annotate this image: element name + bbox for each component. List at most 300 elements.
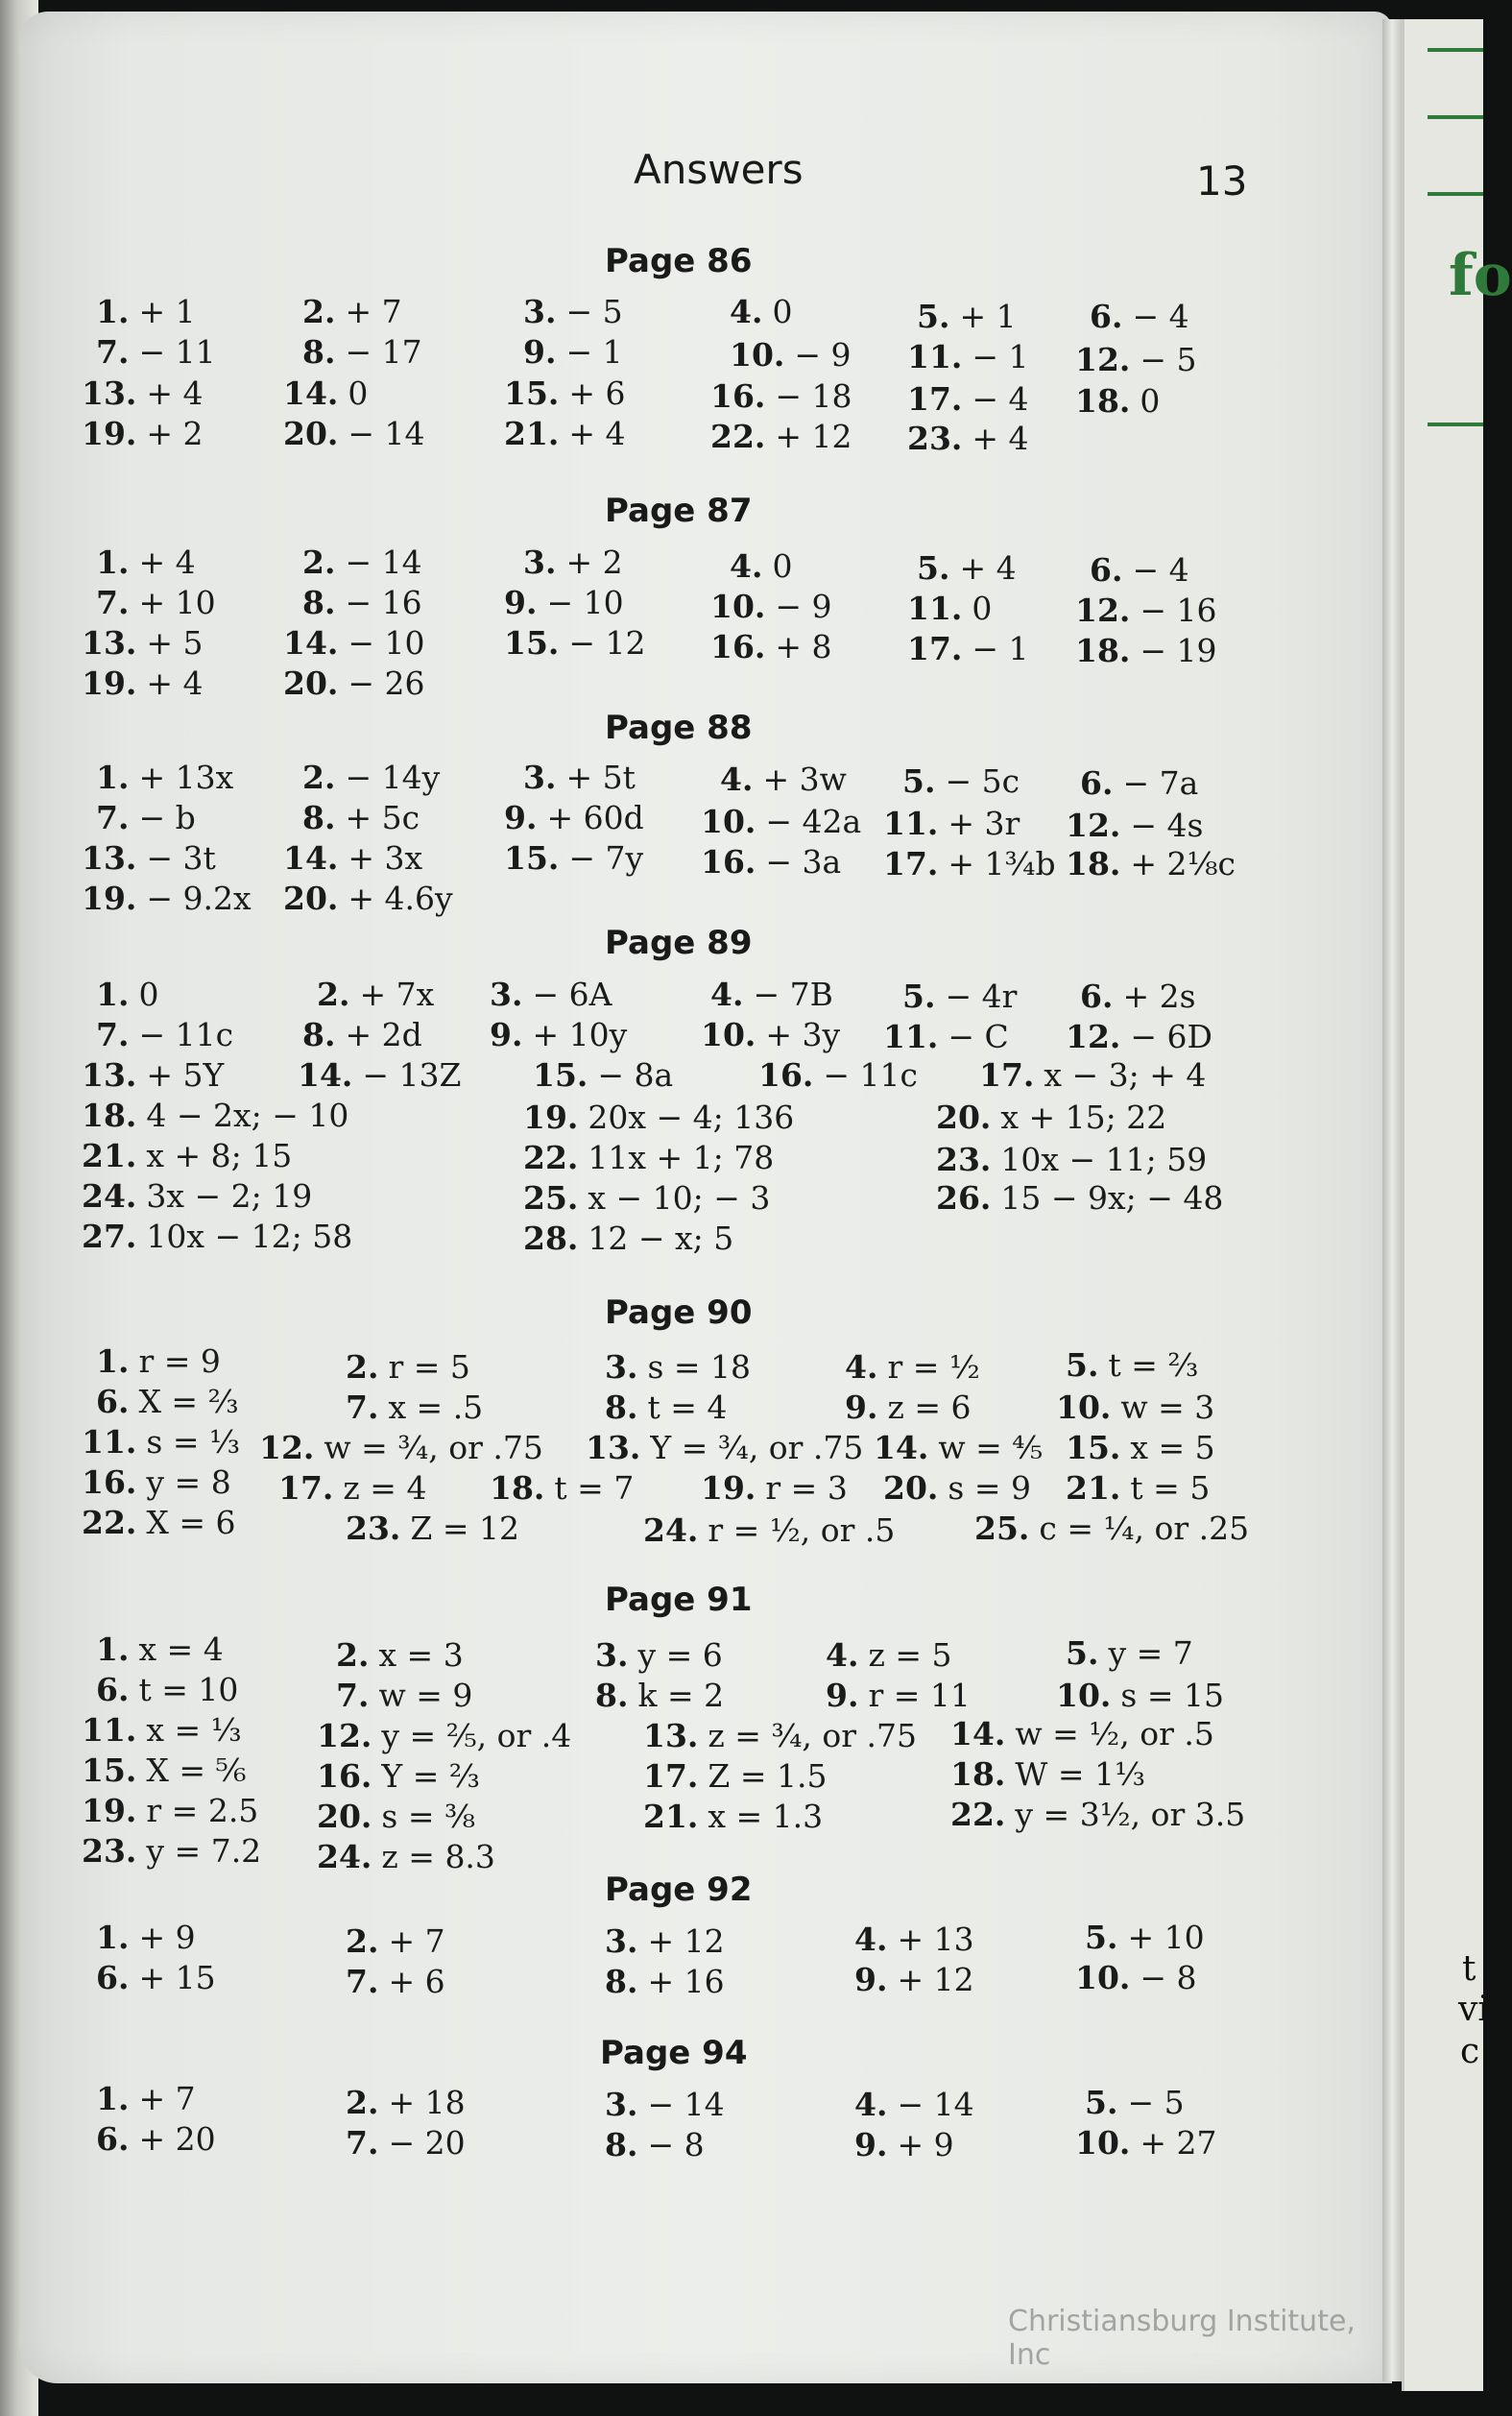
answer-item — [883, 1018, 1009, 1055]
answer-item — [336, 1636, 464, 1674]
answer-item — [605, 1963, 725, 2000]
answer-item — [1080, 764, 1198, 802]
answer-item — [96, 759, 233, 796]
answer-item — [1056, 1389, 1214, 1426]
answer-item — [490, 1016, 627, 1053]
answer-item — [96, 976, 158, 1013]
answer-item — [523, 1220, 733, 1257]
answer-item — [917, 549, 1017, 587]
answer-item — [1090, 551, 1189, 589]
answer-value: − 13Z — [362, 1056, 462, 1094]
answer-value: − 11 — [138, 333, 216, 371]
answer-value: y = 7.2 — [146, 1832, 262, 1870]
answer-value: + 7 — [388, 1922, 445, 1960]
answer-number: 20. — [283, 415, 339, 452]
answer-item — [96, 1671, 238, 1708]
answer-value: z = 4 — [343, 1469, 427, 1507]
answer-value: y = ⅖, or .4 — [381, 1717, 572, 1754]
answer-item — [96, 544, 196, 581]
answer-item — [302, 544, 422, 581]
answer-value: 0 — [772, 293, 793, 330]
answer-item — [96, 799, 196, 836]
answer-number: 3. — [523, 759, 557, 796]
answer-item — [979, 1056, 1206, 1094]
answer-item — [523, 1099, 794, 1136]
answer-item — [96, 1342, 221, 1380]
answer-item — [283, 664, 425, 702]
answer-value: z = 5 — [868, 1636, 952, 1674]
answer-value: 10x − 11; 59 — [1000, 1141, 1208, 1178]
answer-value: + 4 — [138, 544, 196, 581]
answer-item — [950, 1715, 1214, 1752]
answer-number: 23. — [936, 1141, 992, 1178]
answer-value: t = 5 — [1130, 1469, 1211, 1507]
answer-item — [82, 1137, 292, 1174]
answer-value: r = ½ — [887, 1348, 980, 1386]
answer-value: + 60d — [546, 799, 644, 836]
answer-number: 24. — [82, 1177, 137, 1215]
answer-item — [710, 588, 832, 625]
answer-number: 6. — [96, 1959, 130, 1996]
answer-number: 4. — [710, 976, 744, 1013]
answer-value: − 6A — [532, 976, 612, 1013]
answer-value: + 10y — [532, 1016, 628, 1053]
answer-number: 23. — [346, 1510, 401, 1547]
watermark: Christiansburg Institute, Inc — [1008, 2305, 1356, 2372]
answer-value: x + 8; 15 — [146, 1137, 293, 1174]
answer-item — [346, 1348, 470, 1386]
answer-item — [82, 1218, 352, 1255]
answer-value: + 4 — [146, 664, 204, 702]
answer-number: 5. — [1066, 1346, 1099, 1384]
answer-item — [346, 2084, 466, 2121]
answer-value: + 18 — [388, 2084, 466, 2121]
answer-number: 15. — [533, 1056, 588, 1094]
answer-item — [96, 1959, 216, 1996]
answer-number: 6. — [1080, 978, 1114, 1015]
answer-item — [854, 2086, 974, 2123]
answer-item — [82, 1056, 224, 1094]
answer-value: r = 9 — [138, 1342, 221, 1380]
answer-number: 10. — [701, 803, 756, 840]
answer-value: w = ⅘ — [938, 1429, 1044, 1466]
answer-value: x = 4 — [138, 1631, 224, 1668]
answer-number: 2. — [346, 1922, 379, 1960]
answer-number: 4. — [730, 293, 763, 330]
answer-number: 13. — [82, 374, 137, 412]
answer-item — [283, 415, 425, 452]
answer-number: 11. — [883, 805, 939, 842]
answer-value: X = 6 — [146, 1504, 236, 1541]
answer-number: 12. — [317, 1717, 372, 1754]
answer-number: 2. — [346, 1348, 379, 1386]
answer-item — [845, 1348, 980, 1386]
answer-value: − 17 — [345, 333, 422, 371]
answer-number: 8. — [302, 584, 336, 621]
answer-item — [82, 374, 204, 412]
answer-value: + 6 — [388, 1963, 445, 2000]
answer-value: − 8 — [1140, 1959, 1197, 1996]
answer-number: 7. — [336, 1677, 370, 1714]
answer-item — [317, 1717, 571, 1754]
answer-value: − 11c — [138, 1016, 234, 1053]
answer-value: x + 15; 22 — [1000, 1099, 1167, 1136]
answer-number: 4. — [854, 2086, 888, 2123]
answer-value: + 12 — [775, 418, 852, 455]
answer-item — [936, 1179, 1223, 1217]
answer-item — [1085, 1919, 1205, 1956]
side-book-text: vi — [1458, 1990, 1489, 2029]
answer-value: s = 18 — [647, 1348, 752, 1386]
section-title: Page 92 — [605, 1871, 753, 1909]
answer-value: + 8 — [775, 628, 832, 665]
answer-number: 5. — [1085, 2084, 1118, 2121]
answer-number: 25. — [974, 1510, 1030, 1547]
answer-value: w = ¾, or .75 — [324, 1429, 543, 1466]
answer-number: 9. — [523, 333, 557, 371]
answer-number: 17. — [278, 1469, 334, 1507]
answer-value: + 27 — [1140, 2124, 1217, 2162]
answer-value: z = 8.3 — [381, 1838, 495, 1875]
answer-number: 22. — [523, 1139, 579, 1176]
answer-number: 20. — [317, 1798, 372, 1835]
answer-value: 20x − 4; 136 — [588, 1099, 795, 1136]
answer-number: 12. — [1075, 341, 1131, 378]
answer-number: 9. — [854, 2126, 888, 2163]
answer-number: 12. — [1066, 1018, 1121, 1055]
page-number: 13 — [1196, 157, 1248, 205]
answer-item — [643, 1717, 917, 1754]
answer-value: Z = 1.5 — [708, 1757, 828, 1795]
answer-value: 11x + 1; 78 — [588, 1139, 775, 1176]
answer-value: x − 3; + 4 — [1044, 1056, 1207, 1094]
answer-number: 6. — [1090, 551, 1123, 589]
answer-number: 20. — [883, 1469, 939, 1507]
section-title: Page 94 — [600, 2034, 748, 2072]
answer-item — [96, 333, 216, 371]
answer-value: − 7a — [1122, 764, 1199, 802]
answer-value: − 5 — [1140, 341, 1197, 378]
green-stripe — [1428, 48, 1483, 52]
answer-item — [730, 547, 792, 585]
answer-value: r = 11 — [868, 1677, 971, 1714]
answer-value: s = 15 — [1120, 1677, 1224, 1714]
answer-item — [917, 298, 1017, 335]
answer-number: 19. — [82, 415, 137, 452]
answer-item — [96, 1631, 224, 1668]
answer-value: + 2⅛c — [1130, 845, 1236, 882]
answer-number: 2. — [346, 2084, 379, 2121]
answer-number: 1. — [96, 1631, 130, 1668]
book-page — [19, 12, 1392, 2383]
answer-item — [82, 1177, 312, 1215]
answer-value: − C — [948, 1018, 1009, 1055]
answer-item — [1075, 1959, 1197, 1996]
answer-number: 17. — [907, 630, 963, 667]
answer-item — [701, 1016, 840, 1053]
answer-number: 4. — [720, 761, 754, 798]
answer-number: 5. — [902, 762, 936, 800]
answer-value: + 9 — [138, 1919, 196, 1956]
answer-value: + 4.6y — [348, 880, 453, 917]
answer-number: 24. — [643, 1511, 699, 1549]
answer-value: + 1 — [959, 298, 1017, 335]
answer-number: 4. — [730, 547, 763, 585]
answer-value: + 3x — [348, 839, 423, 877]
answer-value: + 5t — [565, 759, 636, 796]
answer-item — [82, 1097, 348, 1134]
answer-item — [701, 1469, 848, 1507]
answer-item — [950, 1755, 1145, 1793]
answer-number: 7. — [96, 584, 130, 621]
answer-value: + 7 — [138, 2080, 196, 2117]
answer-number: 3. — [605, 1922, 638, 1960]
answer-value: 4 − 2x; − 10 — [146, 1097, 349, 1134]
answer-value: − 5 — [1127, 2084, 1185, 2121]
answer-value: + 12 — [897, 1961, 974, 1998]
answer-value: + 2 — [146, 415, 204, 452]
answer-item — [595, 1636, 723, 1674]
answer-number: 13. — [82, 1056, 137, 1094]
answer-number: 11. — [907, 338, 963, 375]
answer-number: 2. — [317, 976, 350, 1013]
answer-number: 7. — [346, 2124, 379, 2162]
answer-number: 6. — [1080, 764, 1114, 802]
answer-value: t = 4 — [647, 1389, 728, 1426]
answer-number: 1. — [96, 2080, 130, 2117]
answer-number: 10. — [1075, 1959, 1131, 1996]
answer-item — [907, 380, 1029, 418]
answer-item — [883, 1469, 1031, 1507]
answer-value: − 12 — [568, 624, 646, 662]
answer-item — [1075, 592, 1217, 629]
answer-value: x = 1.3 — [708, 1798, 824, 1835]
answer-item — [317, 1838, 495, 1875]
answer-number: 13. — [82, 839, 137, 877]
answer-item — [1066, 1634, 1193, 1672]
answer-item — [854, 2126, 954, 2163]
green-stripe — [1428, 423, 1483, 426]
answer-item — [1075, 2124, 1217, 2162]
answer-item — [907, 590, 992, 627]
answer-number: 18. — [1075, 382, 1131, 420]
answer-item — [96, 1919, 196, 1956]
answer-number: 8. — [605, 1389, 638, 1426]
answer-item — [504, 374, 626, 412]
answer-item — [1075, 632, 1217, 669]
answer-number: 20. — [283, 664, 339, 702]
answer-item — [504, 415, 626, 452]
answer-number: 16. — [758, 1056, 814, 1094]
answer-value: + 1 — [138, 293, 196, 330]
section-title: Page 89 — [605, 924, 753, 962]
answer-number: 14. — [298, 1056, 353, 1094]
answer-number: 11. — [907, 590, 963, 627]
answer-number: 11. — [883, 1018, 939, 1055]
answer-number: 8. — [605, 2126, 638, 2163]
answer-value: w = ½, or .5 — [1015, 1715, 1214, 1752]
answer-number: 18. — [1075, 632, 1131, 669]
answer-item — [504, 799, 644, 836]
answer-number: 22. — [710, 418, 766, 455]
answer-item — [82, 664, 204, 702]
answer-number: 3. — [605, 2086, 638, 2123]
answer-value: + 4 — [146, 374, 204, 412]
answer-number: 8. — [595, 1677, 629, 1714]
answer-item — [283, 839, 422, 877]
answer-value: 15 − 9x; − 48 — [1000, 1179, 1224, 1217]
answer-value: z = 6 — [887, 1389, 972, 1426]
answer-item — [854, 1921, 974, 1958]
answer-number: 1. — [96, 976, 130, 1013]
answer-item — [826, 1677, 971, 1714]
answer-number: 23. — [907, 420, 963, 457]
answer-item — [936, 1099, 1166, 1136]
side-book-text: fo — [1449, 242, 1512, 309]
answer-item — [605, 2086, 725, 2123]
answer-item — [82, 839, 216, 877]
answer-number: 12. — [1075, 592, 1131, 629]
answer-number: 18. — [82, 1097, 137, 1134]
answer-value: − 5 — [565, 293, 623, 330]
answer-value: − 9 — [775, 588, 832, 625]
answer-item — [490, 976, 612, 1013]
answer-value: + 16 — [647, 1963, 725, 2000]
answer-value: + 4 — [972, 420, 1029, 457]
answer-number: 10. — [730, 336, 785, 374]
answer-item — [82, 1711, 242, 1749]
answer-item — [96, 1383, 239, 1420]
answer-number: 9. — [826, 1677, 859, 1714]
answer-item — [82, 1423, 240, 1461]
answer-value: − 16 — [1140, 592, 1217, 629]
answer-item — [845, 1389, 971, 1426]
answer-value: 0 — [1140, 382, 1161, 420]
answer-value: − 10 — [348, 624, 425, 662]
answer-value: + 7x — [359, 976, 435, 1013]
answer-value: − 26 — [348, 664, 425, 702]
answer-number: 23. — [82, 1832, 137, 1870]
answer-value: − 9.2x — [146, 880, 252, 917]
answer-value: X = ⅚ — [146, 1752, 247, 1789]
answer-item — [643, 1798, 823, 1835]
answer-item — [730, 336, 852, 374]
answer-value: + 5c — [345, 799, 420, 836]
answer-number: 11. — [82, 1423, 137, 1461]
answer-number: 1. — [96, 293, 130, 330]
answer-number: 2. — [302, 544, 336, 581]
answer-item — [504, 584, 624, 621]
section-title: Page 86 — [605, 242, 753, 280]
answer-item — [302, 1016, 422, 1053]
answer-value: + 3y — [765, 1016, 841, 1053]
answer-number: 14. — [283, 839, 339, 877]
answer-number: 5. — [917, 298, 950, 335]
answer-item — [82, 415, 204, 452]
answer-value: w = 3 — [1120, 1389, 1215, 1426]
answer-item — [302, 759, 440, 796]
section-title: Page 88 — [605, 709, 753, 747]
answer-item — [302, 293, 402, 330]
answer-number: 21. — [1066, 1469, 1121, 1507]
answer-number: 19. — [82, 1792, 137, 1829]
answer-value: x = ⅓ — [146, 1711, 242, 1749]
answer-number: 12. — [259, 1429, 315, 1466]
answer-value: k = 2 — [637, 1677, 725, 1714]
answer-number: 15. — [504, 624, 560, 662]
answer-number: 3. — [523, 544, 557, 581]
answer-item — [1085, 2084, 1185, 2121]
answer-item — [902, 978, 1017, 1015]
answer-value: y = 3½, or 3.5 — [1015, 1796, 1246, 1833]
answer-value: − 14y — [345, 759, 441, 796]
answer-number: 19. — [701, 1469, 756, 1507]
answer-value: 0 — [972, 590, 993, 627]
answer-value: r = 2.5 — [146, 1792, 259, 1829]
answer-value: x = .5 — [388, 1389, 484, 1426]
answer-number: 16. — [82, 1463, 137, 1501]
answer-number: 18. — [490, 1469, 545, 1507]
answer-item — [336, 1677, 472, 1714]
answer-item — [643, 1757, 827, 1795]
answer-number: 15. — [504, 839, 560, 877]
answer-value: Y = ⅔ — [381, 1757, 480, 1795]
answer-item — [643, 1511, 895, 1549]
answer-value: − 18 — [775, 377, 852, 415]
answer-value: − 14 — [647, 2086, 725, 2123]
answer-item — [701, 803, 861, 840]
answer-value: + 7 — [345, 293, 402, 330]
answer-value: − 4 — [972, 380, 1029, 418]
answer-value: − 4s — [1130, 807, 1204, 844]
answer-value: x = 3 — [378, 1636, 464, 1674]
answer-value: 12 − x; 5 — [588, 1220, 734, 1257]
answer-number: 15. — [1066, 1429, 1121, 1466]
answer-number: 16. — [701, 843, 756, 881]
answer-number: 7. — [346, 1389, 379, 1426]
answer-value: + 13 — [897, 1921, 974, 1958]
answer-value: + 10 — [138, 584, 216, 621]
answer-value: − 1 — [972, 338, 1029, 375]
answer-item — [82, 1504, 236, 1541]
answer-item — [523, 293, 623, 330]
answer-item — [1080, 978, 1196, 1015]
answer-number: 1. — [96, 1342, 130, 1380]
answer-item — [302, 584, 422, 621]
answer-number: 12. — [1066, 807, 1121, 844]
answer-number: 9. — [504, 584, 538, 621]
answer-value: x = 5 — [1130, 1429, 1215, 1466]
answer-item — [730, 293, 792, 330]
answer-item — [874, 1429, 1043, 1466]
answer-item — [1066, 845, 1236, 882]
answer-number: 13. — [643, 1717, 699, 1754]
answer-value: − 8a — [597, 1056, 674, 1094]
answer-value: + 4 — [959, 549, 1017, 587]
answer-item — [907, 630, 1029, 667]
answer-value: − 3a — [765, 843, 842, 881]
answer-item — [96, 293, 196, 330]
answer-value: y = 7 — [1108, 1634, 1193, 1672]
answer-number: 2. — [302, 759, 336, 796]
answer-number: 5. — [902, 978, 936, 1015]
answer-number: 10. — [1056, 1389, 1112, 1426]
answer-number: 17. — [643, 1757, 699, 1795]
answer-number: 10. — [1056, 1677, 1112, 1714]
answer-number: 28. — [523, 1220, 579, 1257]
answer-value: r = ½, or .5 — [708, 1511, 896, 1549]
answer-value: w = 9 — [378, 1677, 473, 1714]
